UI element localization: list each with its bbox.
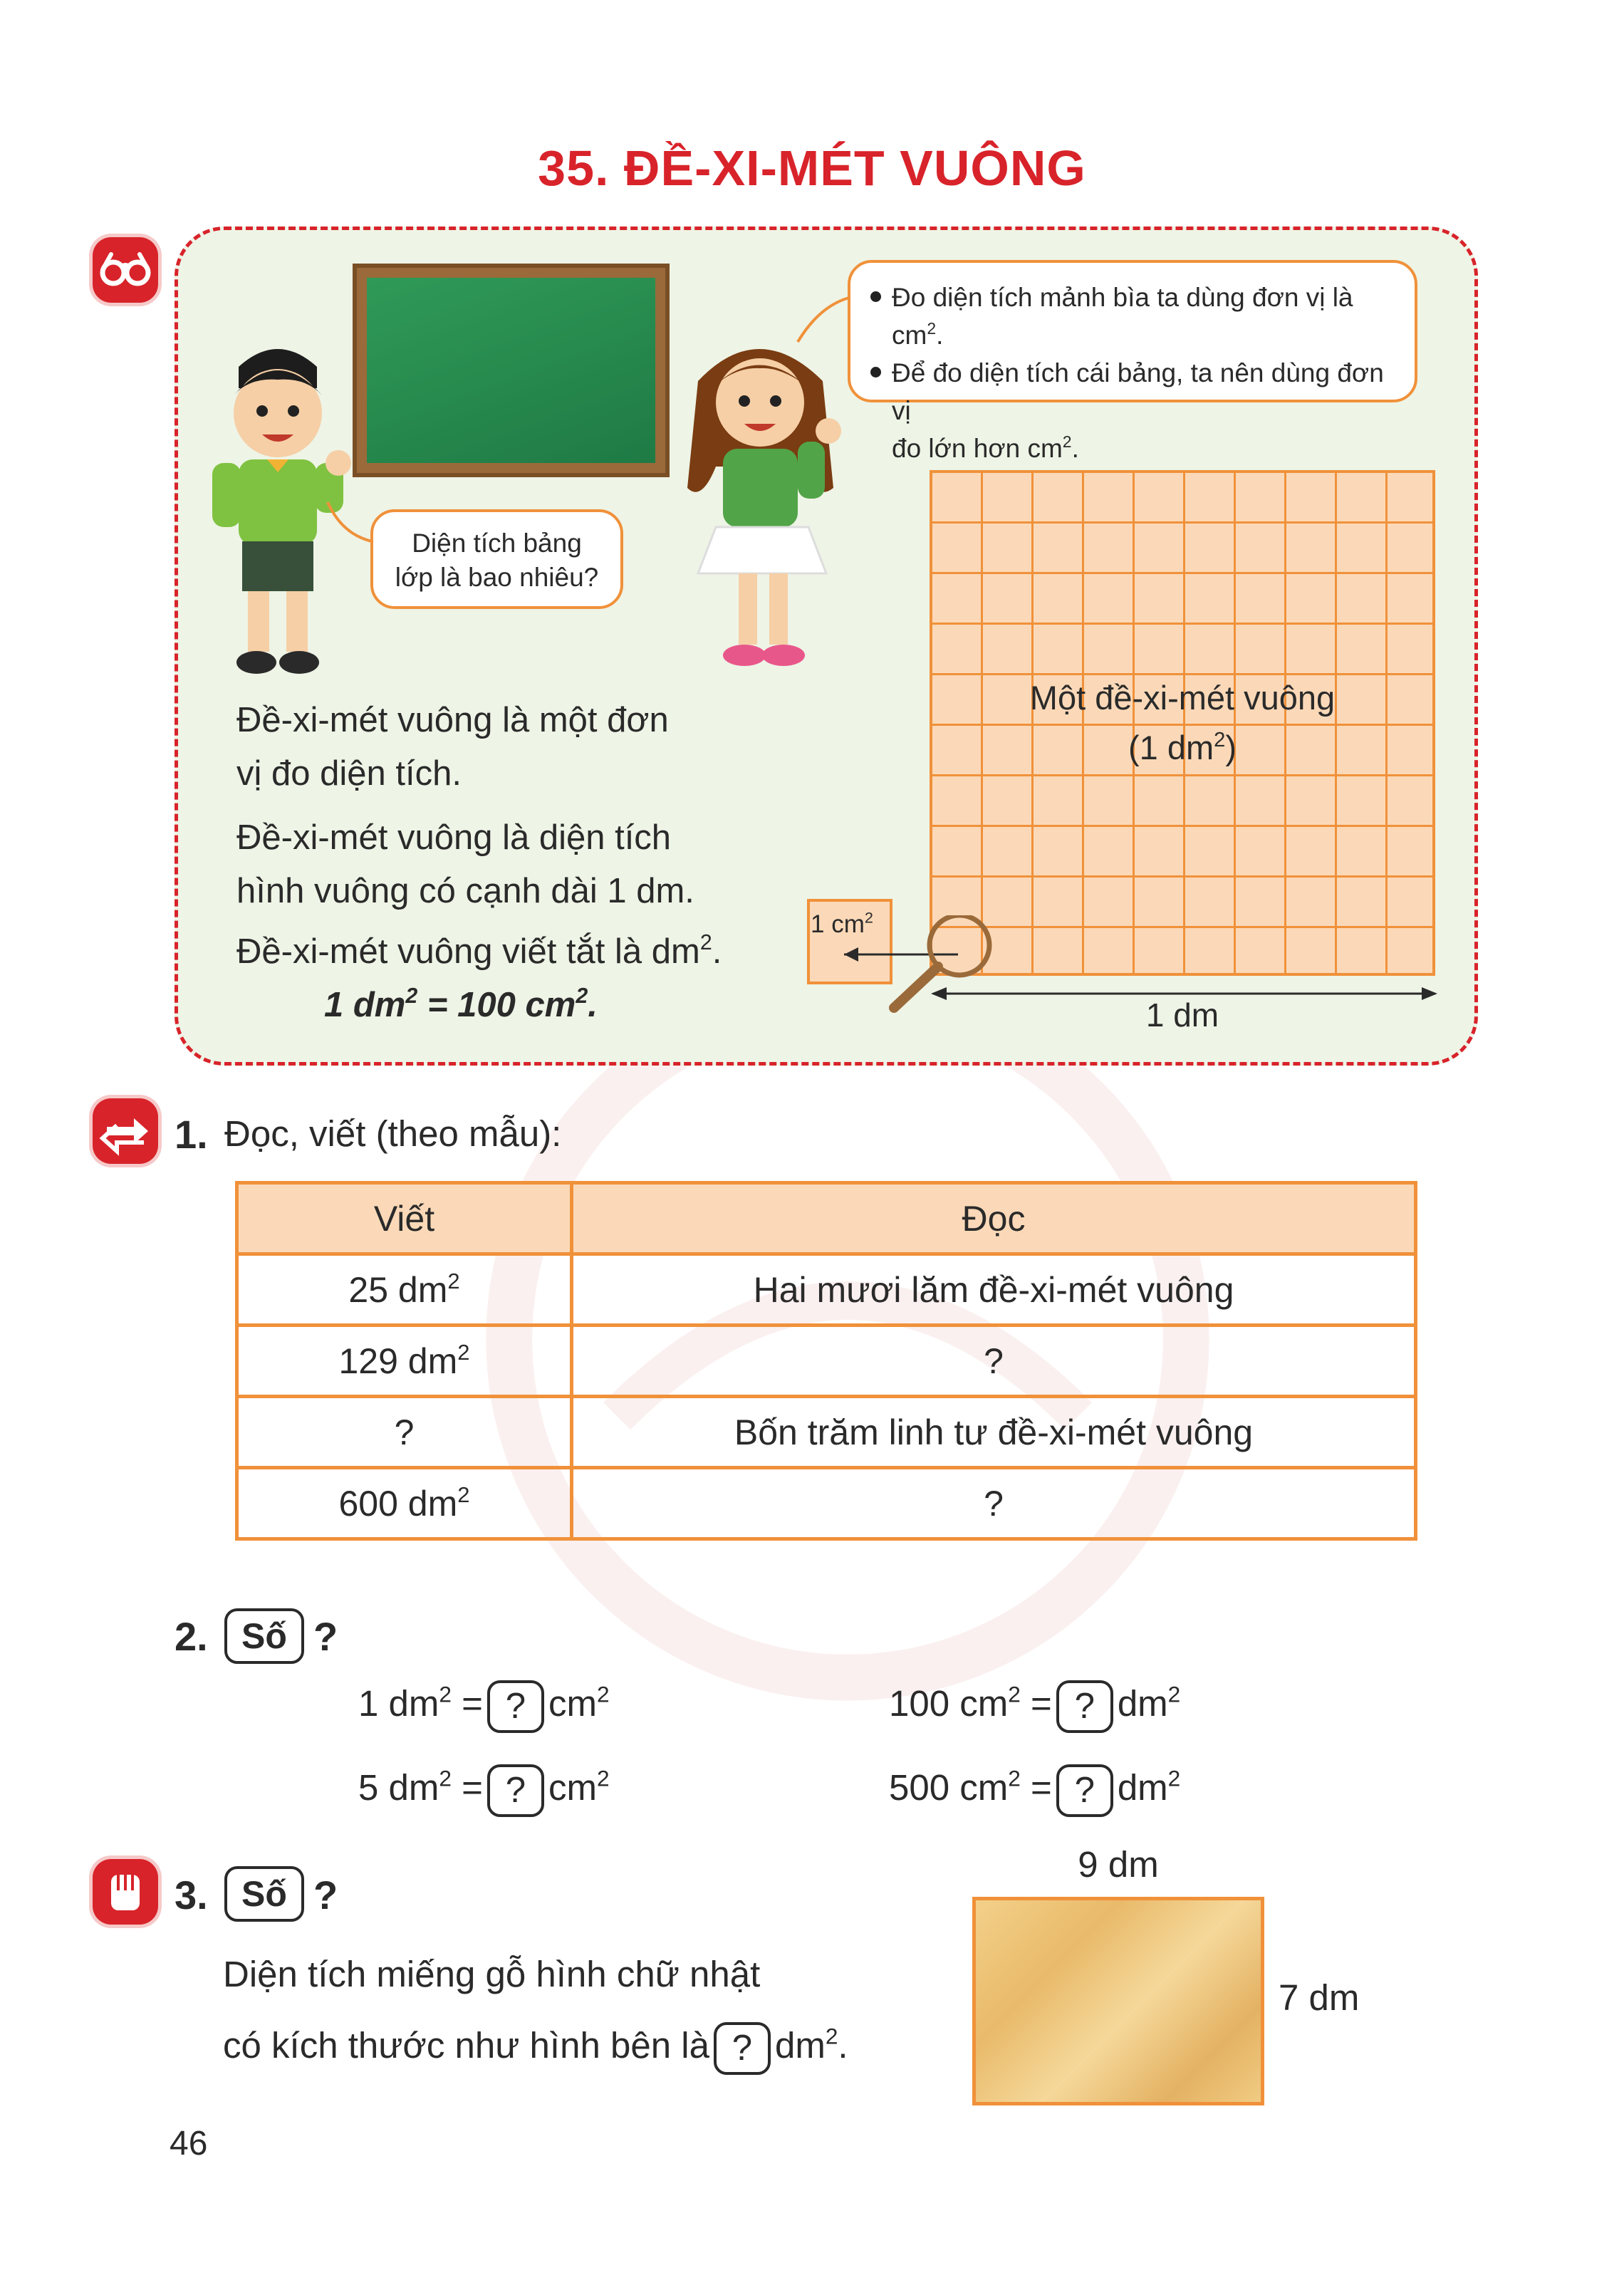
girl-bubble-item: đo lớn hơn $cm^2$. (892, 432, 1079, 463)
definition-line: hình vuông có cạnh dài 1 dm. (236, 872, 694, 910)
blackboard (353, 264, 670, 477)
bubble-tail (321, 499, 385, 563)
definition-line: vị đo diện tích. (236, 754, 462, 793)
girl-illustration (673, 324, 858, 680)
exercise-2-qmark: ? (313, 1614, 338, 1659)
answer-box[interactable]: ? (1056, 1680, 1113, 1733)
equation-2: 5 $dm^2$ = ? $cm^2$ (358, 1759, 610, 1816)
exercise-1-number: 1. (175, 1112, 208, 1157)
wood-height-label: 7 dm (1279, 1977, 1360, 2018)
page-title: 35. ĐỀ-XI-MÉT VUÔNG (538, 140, 1086, 196)
table-row: ? Bốn trăm linh tư đề-xi-mét vuông (237, 1397, 1416, 1468)
table-header-row (237, 1183, 1416, 1254)
glasses-icon (93, 237, 158, 303)
exercise-3-qmark: ? (313, 1873, 338, 1917)
exercise-1-instruction: Đọc, viết (theo mẫu): (224, 1113, 562, 1154)
table-row: 600 $dm^2$ ? (237, 1468, 1416, 1539)
exercise-2-label: Số (224, 1608, 304, 1664)
girl-bubble-item: Đo diện tích mảnh bìa ta dùng đơn vị là $cm^2$. (870, 279, 1400, 354)
exercise-3-line2: có kích thước như hình bên là ? $dm^2$. (223, 2017, 848, 2074)
answer-box[interactable]: ? (1056, 1764, 1113, 1817)
boy-bubble-line: Diện tích bảng (412, 529, 582, 558)
equation-3: 100 $cm^2$ = ? $dm^2$ (889, 1675, 1180, 1732)
grid-label: Một đề-xi-mét vuông (1 $dm^2$) (1029, 679, 1336, 766)
bullet (870, 291, 881, 302)
exercise-3-number: 3. (175, 1873, 208, 1917)
girl-bubble-item: Để đo diện tích cái bảng, ta nên dùng đơn vị (870, 354, 1400, 430)
bubble-tail (791, 292, 855, 356)
side-length-label: 1 dm (1145, 996, 1219, 1034)
conversion-equation: 1 $dm^2 = 100$ $cm^2$. (324, 984, 598, 1024)
exercise-3-line1: Diện tích miếng gỗ hình chữ nhật (223, 1954, 761, 1994)
wood-piece (972, 1897, 1264, 2105)
exercise-2-number: 2. (175, 1614, 208, 1659)
wood-width-label: 9 dm (1078, 1844, 1159, 1885)
equation-1: 1 $dm^2$ = ? $cm^2$ (358, 1675, 610, 1732)
read-write-table (235, 1181, 1417, 1541)
bullet (870, 367, 881, 378)
table-row: 129 $dm^2$ ? (237, 1326, 1416, 1397)
answer-box[interactable]: ? (487, 1680, 544, 1733)
boy-bubble-line: lớp là bao nhiêu? (395, 563, 599, 592)
fist-icon (93, 1859, 158, 1925)
header-write: Viết (237, 1183, 572, 1254)
definition-line: Đề-xi-mét vuông là một đơn (236, 701, 669, 739)
table-row: 25 $dm^2$ Hai mươi lăm đề-xi-mét vuông (237, 1254, 1416, 1326)
definition-line: Đề-xi-mét vuông viết tắt là $dm^2$. (236, 930, 722, 971)
definition-line: Đề-xi-mét vuông là diện tích (236, 818, 672, 857)
exercise-3-label: Số (224, 1866, 304, 1922)
girl-speech-bubble (848, 260, 1417, 463)
page-number: 46 (170, 2125, 208, 2162)
arrows-icon (93, 1098, 158, 1164)
equation-4: 500 $cm^2$ = ? $dm^2$ (889, 1759, 1180, 1816)
boy-speech-bubble (370, 509, 623, 609)
answer-box[interactable]: ? (487, 1764, 544, 1817)
header-read: Đọc (572, 1183, 1416, 1254)
answer-box[interactable]: ? (714, 2022, 771, 2075)
square-centimeter-label: 1 $cm^2$ (811, 908, 873, 938)
